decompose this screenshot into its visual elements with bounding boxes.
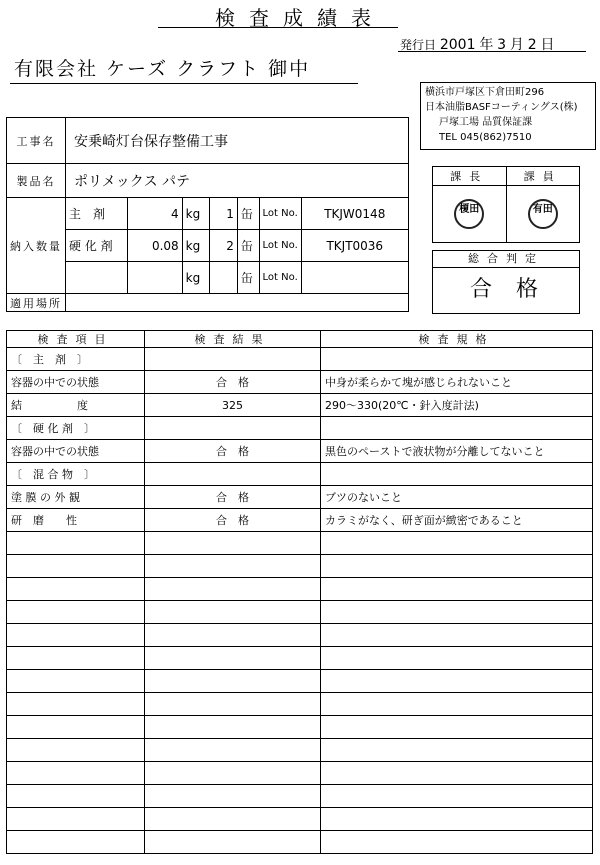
empty-table-row bbox=[7, 601, 593, 624]
empty-spec-cell bbox=[321, 670, 593, 693]
table-row bbox=[7, 463, 593, 486]
material-type-3 bbox=[66, 262, 128, 294]
product-label: 製品名 bbox=[7, 164, 66, 198]
project-name: 安乗崎灯台保存整備工事 bbox=[66, 118, 409, 164]
empty-spec-cell bbox=[321, 831, 593, 854]
inspection-spec: 黒色のペーストで液状物が分離してないこと bbox=[321, 440, 593, 463]
empty-table-row bbox=[7, 647, 593, 670]
empty-spec-cell bbox=[321, 601, 593, 624]
empty-item-cell bbox=[7, 624, 145, 647]
material-type-1: 主 剤 bbox=[66, 198, 128, 230]
usage-value bbox=[66, 294, 409, 312]
empty-spec-cell bbox=[321, 532, 593, 555]
empty-spec-cell bbox=[321, 647, 593, 670]
company-box bbox=[420, 82, 596, 150]
empty-spec-cell bbox=[321, 785, 593, 808]
inspection-result: 合 格 bbox=[145, 371, 321, 394]
approval-stamps bbox=[432, 166, 580, 243]
material-can-unit-3: 缶 bbox=[237, 262, 259, 294]
header-item: 検査項目 bbox=[7, 331, 145, 348]
inspection-spec bbox=[321, 463, 593, 486]
inspection-spec: 中身が柔らかて塊が感じられないこと bbox=[321, 371, 593, 394]
inspection-spec bbox=[321, 417, 593, 440]
table-row bbox=[7, 348, 593, 371]
empty-spec-cell bbox=[321, 555, 593, 578]
product-info-table bbox=[6, 117, 409, 312]
issue-month-unit: 月 bbox=[509, 37, 524, 53]
lot-label-3: Lot No. bbox=[259, 262, 301, 294]
empty-item-cell bbox=[7, 555, 145, 578]
empty-table-row bbox=[7, 808, 593, 831]
empty-item-cell bbox=[7, 762, 145, 785]
empty-item-cell bbox=[7, 601, 145, 624]
empty-result-cell bbox=[145, 670, 321, 693]
empty-result-cell bbox=[145, 831, 321, 854]
empty-table-row bbox=[7, 693, 593, 716]
issue-underline bbox=[398, 51, 586, 52]
inspection-result bbox=[145, 348, 321, 371]
judgement-label: 総合判定 bbox=[433, 251, 579, 268]
usage-label: 適用場所 bbox=[7, 294, 66, 312]
header-result: 検査結果 bbox=[145, 331, 321, 348]
empty-result-cell bbox=[145, 555, 321, 578]
staff-stamp-cell bbox=[506, 186, 580, 243]
company-name: 日本油脂BASFコーティングス(株) bbox=[425, 102, 578, 113]
inspection-result bbox=[145, 417, 321, 440]
judgement-value: 合格 bbox=[469, 277, 562, 302]
inspection-table bbox=[6, 330, 593, 854]
empty-table-row bbox=[7, 762, 593, 785]
material-can-unit-2: 缶 bbox=[237, 230, 259, 262]
project-label: 工事名 bbox=[7, 118, 66, 164]
empty-result-cell bbox=[145, 624, 321, 647]
empty-spec-cell bbox=[321, 808, 593, 831]
lot-label-2: Lot No. bbox=[259, 230, 301, 262]
product-name: ポリメックス パテ bbox=[66, 164, 409, 198]
inspection-item: 〔 主 剤 〕 bbox=[7, 348, 145, 371]
empty-result-cell bbox=[145, 578, 321, 601]
issue-day-unit: 日 bbox=[540, 37, 555, 53]
empty-result-cell bbox=[145, 532, 321, 555]
empty-table-row bbox=[7, 624, 593, 647]
lot-label-1: Lot No. bbox=[259, 198, 301, 230]
issue-day: 2 bbox=[527, 37, 537, 53]
empty-table-row bbox=[7, 716, 593, 739]
empty-item-cell bbox=[7, 808, 145, 831]
material-cans-2: 2 bbox=[210, 230, 237, 262]
company-address: 横浜市戸塚区下倉田町296 bbox=[425, 87, 545, 98]
material-type-2: 硬 化 剤 bbox=[66, 230, 128, 262]
inspection-result bbox=[145, 463, 321, 486]
inspection-result: 合 格 bbox=[145, 440, 321, 463]
material-kg-3: kg bbox=[182, 262, 210, 294]
lot-number-1: TKJW0148 bbox=[301, 198, 408, 230]
table-row bbox=[7, 394, 593, 417]
inspection-item: 塗 膜 の 外 観 bbox=[7, 486, 145, 509]
addressee-underline bbox=[10, 83, 358, 84]
inspection-spec: 290～330(20℃・針入度計法) bbox=[321, 394, 593, 417]
chief-seal-stamp: 榎田 bbox=[454, 199, 484, 229]
material-cans-1: 1 bbox=[210, 198, 237, 230]
table-row bbox=[7, 417, 593, 440]
empty-table-row bbox=[7, 578, 593, 601]
issue-year: 2001 bbox=[439, 37, 476, 53]
material-amount-1: 4 bbox=[127, 198, 182, 230]
empty-spec-cell bbox=[321, 578, 593, 601]
material-amount-3 bbox=[127, 262, 182, 294]
inspection-item: 〔 混 合 物 〕 bbox=[7, 463, 145, 486]
title-underline bbox=[158, 27, 398, 28]
inspection-spec: ブツのないこと bbox=[321, 486, 593, 509]
table-row bbox=[7, 440, 593, 463]
staff-label: 課員 bbox=[506, 167, 580, 186]
company-dept: 戸塚工場 品質保証課 bbox=[439, 117, 533, 128]
empty-item-cell bbox=[7, 693, 145, 716]
document-title: 検査成績表 bbox=[215, 6, 385, 30]
empty-table-row bbox=[7, 532, 593, 555]
empty-table-row bbox=[7, 831, 593, 854]
issue-month: 3 bbox=[497, 37, 507, 53]
lot-number-2: TKJT0036 bbox=[301, 230, 408, 262]
inspection-result: 325 bbox=[145, 394, 321, 417]
inspection-item: 〔 硬 化 剤 〕 bbox=[7, 417, 145, 440]
empty-item-cell bbox=[7, 739, 145, 762]
empty-result-cell bbox=[145, 785, 321, 808]
table-row bbox=[7, 509, 593, 532]
staff-seal-stamp: 有田 bbox=[528, 199, 558, 229]
empty-result-cell bbox=[145, 808, 321, 831]
empty-item-cell bbox=[7, 647, 145, 670]
empty-table-row bbox=[7, 785, 593, 808]
material-kg-1: kg bbox=[182, 198, 210, 230]
empty-table-row bbox=[7, 670, 593, 693]
chief-label: 課長 bbox=[433, 167, 507, 186]
empty-table-row bbox=[7, 555, 593, 578]
empty-item-cell bbox=[7, 670, 145, 693]
inspection-spec bbox=[321, 348, 593, 371]
overall-judgement-box bbox=[432, 250, 580, 314]
inspection-item: 研 磨 性 bbox=[7, 509, 145, 532]
empty-result-cell bbox=[145, 647, 321, 670]
inspection-item: 容器の中での状態 bbox=[7, 371, 145, 394]
lot-number-3 bbox=[301, 262, 408, 294]
empty-item-cell bbox=[7, 716, 145, 739]
header-spec: 検査規格 bbox=[321, 331, 593, 348]
empty-spec-cell bbox=[321, 762, 593, 785]
material-amount-2: 0.08 bbox=[127, 230, 182, 262]
empty-item-cell bbox=[7, 785, 145, 808]
empty-item-cell bbox=[7, 831, 145, 854]
empty-spec-cell bbox=[321, 739, 593, 762]
inspection-result: 合 格 bbox=[145, 486, 321, 509]
empty-result-cell bbox=[145, 716, 321, 739]
material-can-unit-1: 缶 bbox=[237, 198, 259, 230]
material-cans-3 bbox=[210, 262, 237, 294]
empty-result-cell bbox=[145, 739, 321, 762]
addressee: 有限会社 ケーズ クラフト 御中 bbox=[14, 58, 311, 80]
empty-item-cell bbox=[7, 532, 145, 555]
empty-spec-cell bbox=[321, 624, 593, 647]
chief-stamp-cell bbox=[433, 186, 507, 243]
empty-result-cell bbox=[145, 693, 321, 716]
empty-spec-cell bbox=[321, 693, 593, 716]
inspection-spec: カラミがなく、研ぎ面が緻密であること bbox=[321, 509, 593, 532]
issue-date-label: 発行日 bbox=[400, 38, 437, 52]
company-tel: TEL 045(862)7510 bbox=[439, 132, 532, 143]
empty-item-cell bbox=[7, 578, 145, 601]
inspection-item: 容器の中での状態 bbox=[7, 440, 145, 463]
table-row bbox=[7, 486, 593, 509]
material-kg-2: kg bbox=[182, 230, 210, 262]
empty-result-cell bbox=[145, 762, 321, 785]
table-row bbox=[7, 371, 593, 394]
empty-spec-cell bbox=[321, 716, 593, 739]
quantity-label: 納入数量 bbox=[7, 198, 66, 294]
inspection-result: 合 格 bbox=[145, 509, 321, 532]
inspection-item: 結 度 bbox=[7, 394, 145, 417]
empty-table-row bbox=[7, 739, 593, 762]
issue-year-unit: 年 bbox=[479, 37, 494, 53]
empty-result-cell bbox=[145, 601, 321, 624]
